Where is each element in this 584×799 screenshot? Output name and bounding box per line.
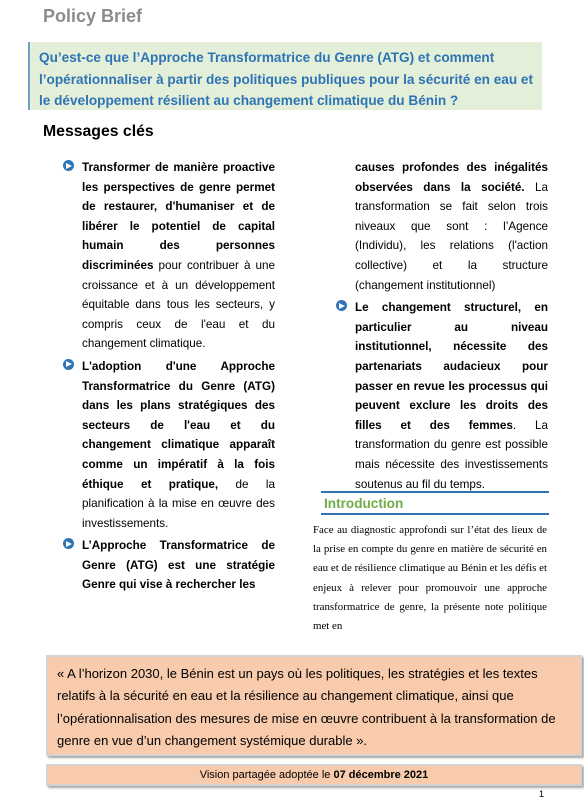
question-text: Qu’est-ce que l’Approche Transformatrice du Genre (ATG) et comment l’opérationnaliser à partir des politiques publiques pour la sécurité en eau et le développement résilient au changement climatique du Bénin ? [39,50,534,108]
arrow-bullet-icon [63,160,74,171]
vision-caption: Vision partagée adoptée le 07 décembre 2021 [46,764,582,786]
page-number: 1 [539,789,545,799]
introduction-text: Face au diagnostic approfondi sur l’état des lieux de la prise en compte du genre en matière de sécurité en eau et de résilience climatique au Bénin et les défis et enjeux à relever pour promouvoir une approche transformatrice de genre, la présente note politique met en [313,524,547,633]
introduction-heading-bar [321,491,549,515]
arrow-bullet-icon [336,300,347,311]
policy-brief-title: Policy Brief [43,6,143,26]
key-messages-right-column [336,158,548,494]
key-message-1: Transformer de manière proactive les perspectives de genre permet de restaurer, d'humaniser et de libérer le potentiel de capital humain des personnes discriminées pour contribuer à une croissance et à un développement équitable dans tous les secteurs, y compris ceux de l'eau et du changement climatique. [63,158,275,354]
vision-quote-text: « A l’horizon 2030, le Bénin est un pays où les politiques, les stratégies et les textes relatifs à la sécurité en eau et la résilience au changement climatique, ainsi que l’opérationnalisation des mesures de mise en œuvre contribuent à la transformation de genre en vue d’un changement systémique durable ». [57,666,556,748]
arrow-bullet-icon [63,359,74,370]
key-message-2: L'adoption d'une Approche Transformatrice du Genre (ATG) dans les plans stratégiques des secteurs de l'eau et du changement climatique apparaît comme un impératif à la fois éthique et pratique, de la planification à la mise en œuvre des investissements. [63,357,275,533]
key-message-3-continued: causes profondes des inégalités observées dans la société. La transformation se fait selon trois niveaux que sont : l’Agence (Individu), les relations (l'action collective) et la structure (changement institutionnel) [355,161,548,292]
question-box [28,42,542,110]
key-message-4: Le changement structurel, en particulier au niveau institutionnel, nécessite des partenariats audacieux pour passer en revue les processus qui peuvent exclure les droits des filles et des femmes. La transformation du genre est possible mais nécessite des investissements soutenus au fil du temps. [336,298,548,494]
key-message-3: L’Approche Transformatrice de Genre (ATG) est une stratégie Genre qui vise à rechercher les [63,536,275,595]
key-messages-left-column [63,158,275,595]
arrow-bullet-icon [63,538,74,549]
vision-quote-box [46,655,582,756]
introduction-heading: Introduction [324,496,404,511]
key-messages-heading: Messages clés [43,123,154,140]
